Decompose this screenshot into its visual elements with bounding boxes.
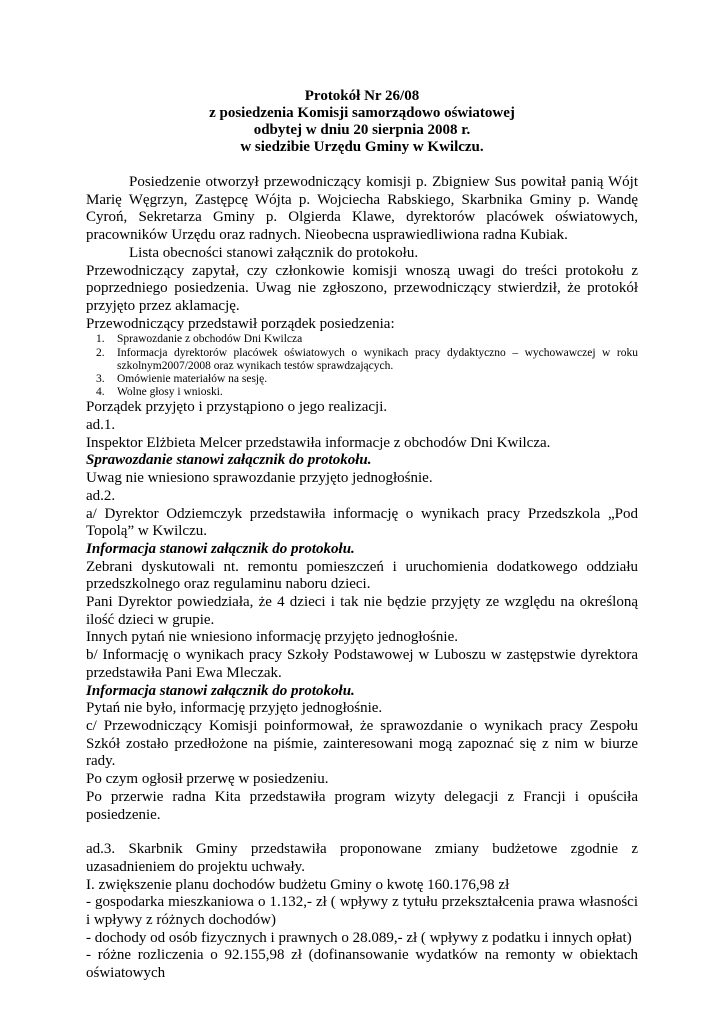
paragraph-break: Po czym ogłosił przerwę w posiedzeniu. [86, 771, 329, 788]
paragraph-income-increase: I. zwiększenie planu dochodów budżetu Gminy o kwotę 160.176,98 zł [86, 876, 510, 893]
agenda-list [86, 333, 638, 399]
paragraph-agenda-accepted: Porządek przyjęto i przystąpiono o jego realizacji. [86, 399, 388, 416]
attachment-note: Informacja stanowi załącznik do protokołu. [86, 682, 355, 699]
paragraph-after-break: Po przerwie radna Kita przedstawiła program wizyty delegacji z Francji i opuściła posiedzenie. [86, 788, 638, 823]
document-title [86, 88, 638, 156]
agenda-item: 4. Wolne głosy i wnioski. [96, 386, 223, 399]
agenda-item: 1. Sprawozdanie z obchodów Dni Kwilcza [96, 333, 303, 346]
document-body [86, 174, 638, 983]
paragraph-ad2a: a/ Dyrektor Odziemczyk przedstawiła informację o wynikach pracy Przedszkola „Pod Topolą” w Kwilczu. [86, 505, 638, 540]
paragraph-ad2b-accepted: Pytań nie było, informację przyjęto jednogłośnie. [86, 700, 383, 717]
paragraph-attendance: Lista obecności stanowi załącznik do protokołu. [129, 244, 419, 261]
section-ad1: ad.1. [86, 417, 116, 434]
paragraph-settlements: - różne rozliczenia o 92.155,98 zł (dofinansowanie wydatków na remonty w obiektach oświatowych [86, 947, 638, 982]
paragraph-director-statement: Pani Dyrektor powiedziała, że 4 dzieci i tak nie będzie przyjęty ze względu na określoną ilość dzieci w grupie. [86, 594, 638, 628]
paragraph-ad1-accepted: Uwag nie wniesiono sprawozdanie przyjęto jednogłośnie. [86, 470, 433, 487]
section-ad2: ad.2. [86, 487, 116, 504]
paragraph-ad2a-accepted: Innych pytań nie wniesiono informację przyjęto jednogłośnie. [86, 629, 458, 646]
paragraph-discussion: Zebrani dyskutowali nt. remontu pomieszczeń i uruchomienia dodatkowego oddziału przedszkolnego oraz regulaminu naboru dzieci. [86, 558, 638, 593]
paragraph-opening: Posiedzenie otworzył przewodniczący komisji p. Zbigniew Sus powitał panią Wójt Marię Węgrzyn, Zastępcę Wójta p. Wojciecha Rabskiego, Skarbnika Gminy p. Wandę Cyroń, Sekretarza Gminy p. Olgierda Klawe, dyrektorów placówek oświatowych, pracowników Urzędu oraz radnych. Nieobecna usprawiedliwiona radna Kubiak. [86, 174, 638, 244]
attachment-note: Sprawozdanie stanowi załącznik do protokołu. [86, 452, 372, 469]
title-line-3: odbytej w dniu 20 sierpnia 2008 r. [253, 122, 471, 138]
agenda-item: 2. Informacja dyrektorów placówek oświatowych o wynikach pracy dydaktyczno – wychowawczej w roku szkolnym2007/2008 oraz wynikach testów sprawdzających. [96, 346, 638, 372]
title-line-4: w siedzibie Urzędu Gminy w Kwilczu. [240, 139, 484, 155]
paragraph-personal-income: - dochody od osób fizycznych i prawnych o 28.089,- zł ( wpływy z podatku i innych opłat) [86, 929, 632, 946]
paragraph-previous-minutes: Przewodniczący zapytał, czy członkowie komisji wnoszą uwagi do treści protokołu z poprzedniego posiedzenia. Uwag nie zgłoszono, przewodniczący stwierdził, że protokół przyjęto przez aklamację. [86, 262, 638, 314]
paragraph-agenda-intro: Przewodniczący przedstawił porządek posiedzenia: [86, 315, 395, 332]
paragraph-ad1-report: Inspektor Elżbieta Melcer przedstawiła informacje z obchodów Dni Kwilcza. [86, 434, 551, 451]
title-line-2: z posiedzenia Komisji samorządowo oświatowej [209, 105, 515, 121]
attachment-note: Informacja stanowi załącznik do protokołu. [86, 540, 355, 557]
paragraph-housing: - gospodarka mieszkaniowa o 1.132,- zł ( wpływy z tytułu przekształcenia prawa własności i wpływy z różnych dochodów) [86, 894, 638, 929]
agenda-item: 3. Omówienie materiałów na sesję. [96, 372, 268, 385]
paragraph-ad2c: c/ Przewodniczący Komisji poinformował, że sprawozdanie o wynikach pracy Zespołu Szkół zostało przedłożone na piśmie, zainteresowani mogą zapoznać się z nim w biurze rady. [86, 718, 638, 770]
section-ad3: ad.3. Skarbnik Gminy przedstawiła proponowane zmiany budżetowe zgodnie z uzasadnieniem do projektu uchwały. [86, 841, 638, 875]
paragraph-ad2b: b/ Informację o wynikach pracy Szkoły Podstawowej w Luboszu w zastępstwie dyrektora przedstawiła Pani Ewa Mleczak. [86, 647, 638, 681]
title-line-1: Protokół Nr 26/08 [304, 88, 420, 104]
